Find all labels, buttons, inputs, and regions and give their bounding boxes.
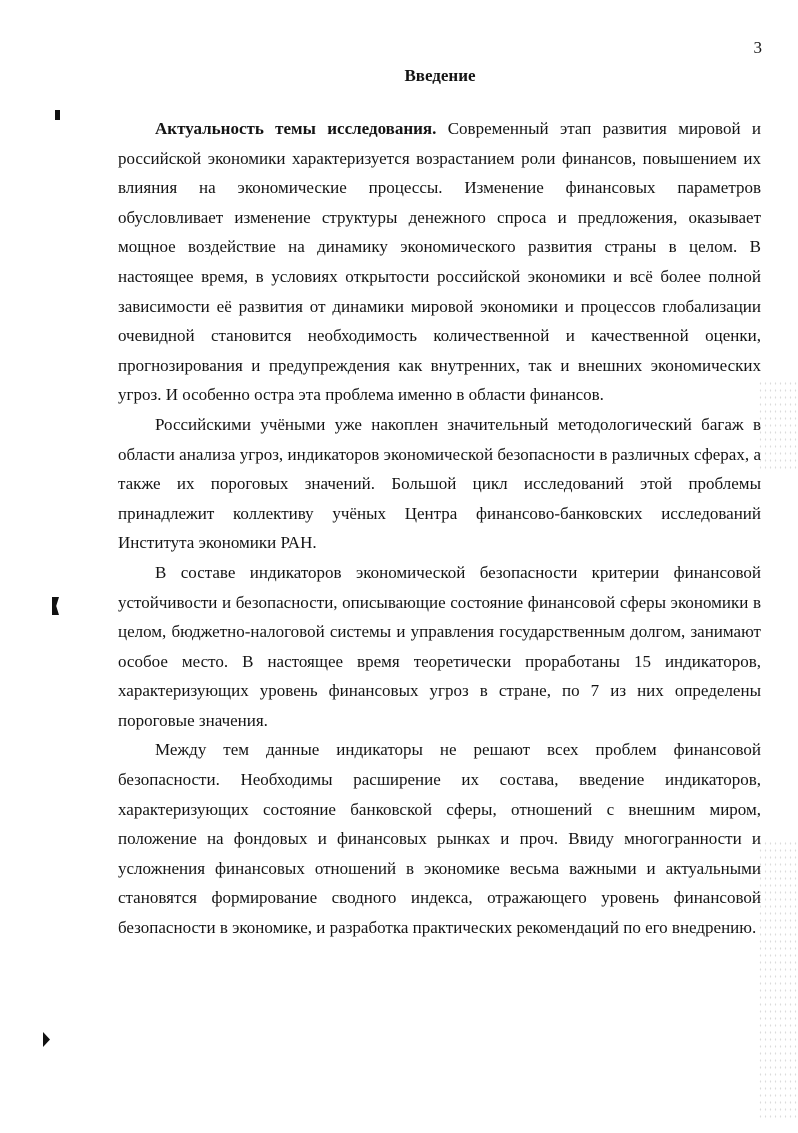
scan-mark-middle (52, 597, 59, 615)
paragraph-text: Современный этап развития мировой и российской экономики характеризуется возрастанием роли финансов, повышением их влияния на экономические процессы. Изменение финансовых параметров обусловливает изменение структуры денежного спроса и предложения, оказывает мощное воздействие на динамику экономического развития страны в целом. В настоящее время, в условиях открытости российской экономики и всё более полной зависимости её развития от динамики мировой экономики и процессов глобализации очевидной становится необходимость количественной и качественной оценки, прогнозирования и предупреждения как внутренних, так и внешних экономических угроз. И особенно остра эта проблема именно в области финансов. (118, 119, 761, 405)
page-title: Введение (404, 66, 476, 85)
scan-mark-bottom (43, 1032, 50, 1047)
scan-mark-top (55, 110, 60, 120)
scan-speckle (758, 380, 798, 470)
scan-speckle (758, 840, 798, 1120)
paragraph-relevance (118, 114, 761, 410)
page-number: 3 (753, 38, 762, 57)
paragraph-problems: Между тем данные индикаторы не решают всех проблем финансовой безопасности. Необходимы расширение их состава, введение индикаторов, характеризующих состояние банковской сферы, отношений с внешним миром, положение на фондовых и финансовых рынках и проч. Ввиду многогранности и усложнения финансовых отношений в экономике весьма важными и актуальными становятся формирование сводного индекса, отражающего уровень финансовой безопасности в экономике, и разработка практических рекомендаций по его внедрению. (118, 740, 761, 938)
paragraph-indicators: В составе индикаторов экономической безопасности критерии финансовой устойчивости и безопасности, описывающие состояние финансовой сферы экономики в целом, бюджетно-налоговой системы и управления государственным долгом, занимают особое место. В настоящее время теоретически проработаны 15 индикаторов, характеризующих уровень финансовых угроз в стране, по 7 из них определены пороговые значения. (118, 562, 761, 730)
paragraph-methodology: Российскими учёными уже накоплен значительный методологический багаж в области анализа угроз, индикаторов экономической безопасности в различных сферах, а также их пороговых значений. Большой цикл исследований этой проблемы принадлежит коллективу учёных Центра финансово-банковских исследований Института экономики РАН. (118, 414, 761, 553)
paragraph-lead: Актуальность темы исследования. (155, 119, 437, 138)
document-body (118, 114, 761, 943)
